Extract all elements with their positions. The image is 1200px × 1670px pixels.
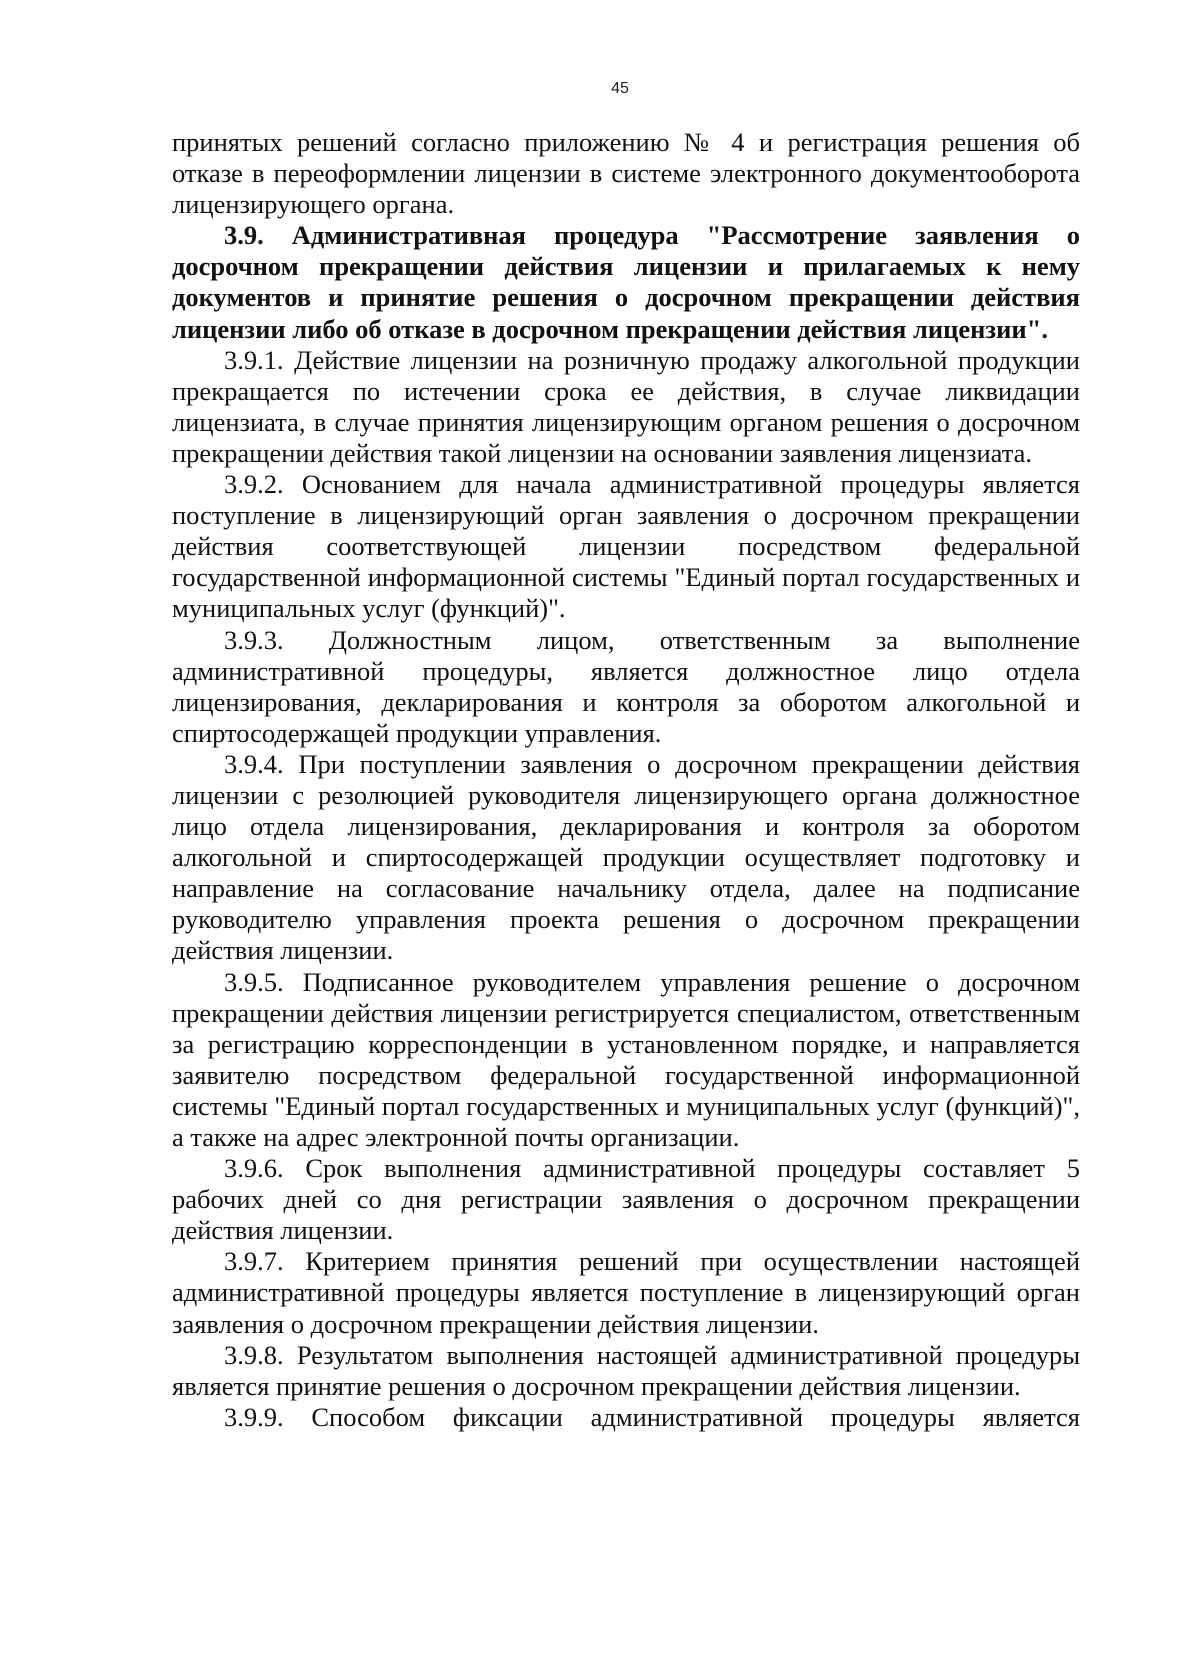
paragraph-3-9-4: 3.9.4. При поступлении заявления о досрочном прекращении действия лицензии с резолюцией руководителя лицензирующего органа должностное лицо отдела лицензирования, декларирования и контроля за оборотом алкогольной и спиртосодержащей продукции осуществляет подготовку и направление на согласование начальнику отдела, далее на подписание руководителю управления проекта решения о досрочном прекращении действия лицензии. <box>172 748 1080 966</box>
paragraph-3-9-2: 3.9.2. Основанием для начала административной процедуры является поступление в лицензирующий орган заявления о досрочном прекращении действия соответствующей лицензии посредством федеральной государственной информационной системы "Единый портал государственных и муниципальных услуг (функций)". <box>172 469 1080 624</box>
paragraph-3-9-1: 3.9.1. Действие лицензии на розничную продажу алкогольной продукции прекращается по истечении срока ее действия, в случае ликвидации лицензиата, в случае принятия лицензирующим органом решения о досрочном прекращении действия такой лицензии на основании заявления лицензиата. <box>172 344 1080 468</box>
paragraph-3-9-9: 3.9.9. Способом фиксации административной процедуры является <box>224 1401 1080 1432</box>
paragraph-3-9-5: 3.9.5. Подписанное руководителем управления решение о досрочном прекращении действия лицензии регистрируется специалистом, ответственным за регистрацию корреспонденции в установленном порядке, и направляется заявителю посредством федеральной государственной информационной системы "Единый портал государственных и муниципальных услуг (функций)", а также на адрес электронной почты организации. <box>172 966 1080 1152</box>
paragraph-3-9-8: 3.9.8. Результатом выполнения настоящей административной процедуры является принятие решения о досрочном прекращении действия лицензии. <box>172 1339 1080 1401</box>
page-number: 45 <box>611 80 629 97</box>
section-heading-3-9: 3.9. Административная процедура "Рассмотрение заявления о досрочном прекращении действия лицензии и прилагаемых к нему документов и принятие решения о досрочном прекращении действия лицензии либо об отказе в досрочном прекращении действия лицензии". <box>172 220 1080 344</box>
paragraph-3-9-7: 3.9.7. Критерием принятия решений при осуществлении настоящей административной процедуры является поступление в лицензирующий орган заявления о досрочном прекращении действия лицензии. <box>172 1246 1080 1339</box>
paragraph-3-9-3: 3.9.3. Должностным лицом, ответственным за выполнение административной процедуры, является должностное лицо отдела лицензирования, декларирования и контроля за оборотом алкогольной и спиртосодержащей продукции управления. <box>172 624 1080 748</box>
paragraph-3-9-6: 3.9.6. Срок выполнения административной процедуры составляет 5 рабочих дней со дня регистрации заявления о досрочном прекращении действия лицензии. <box>172 1153 1080 1246</box>
paragraph-continuation: принятых решений согласно приложению № 4 и регистрация решения об отказе в переоформлении лицензии в системе электронного документооборота лицензирующего органа. <box>172 127 1080 220</box>
document-body <box>172 127 1080 1433</box>
